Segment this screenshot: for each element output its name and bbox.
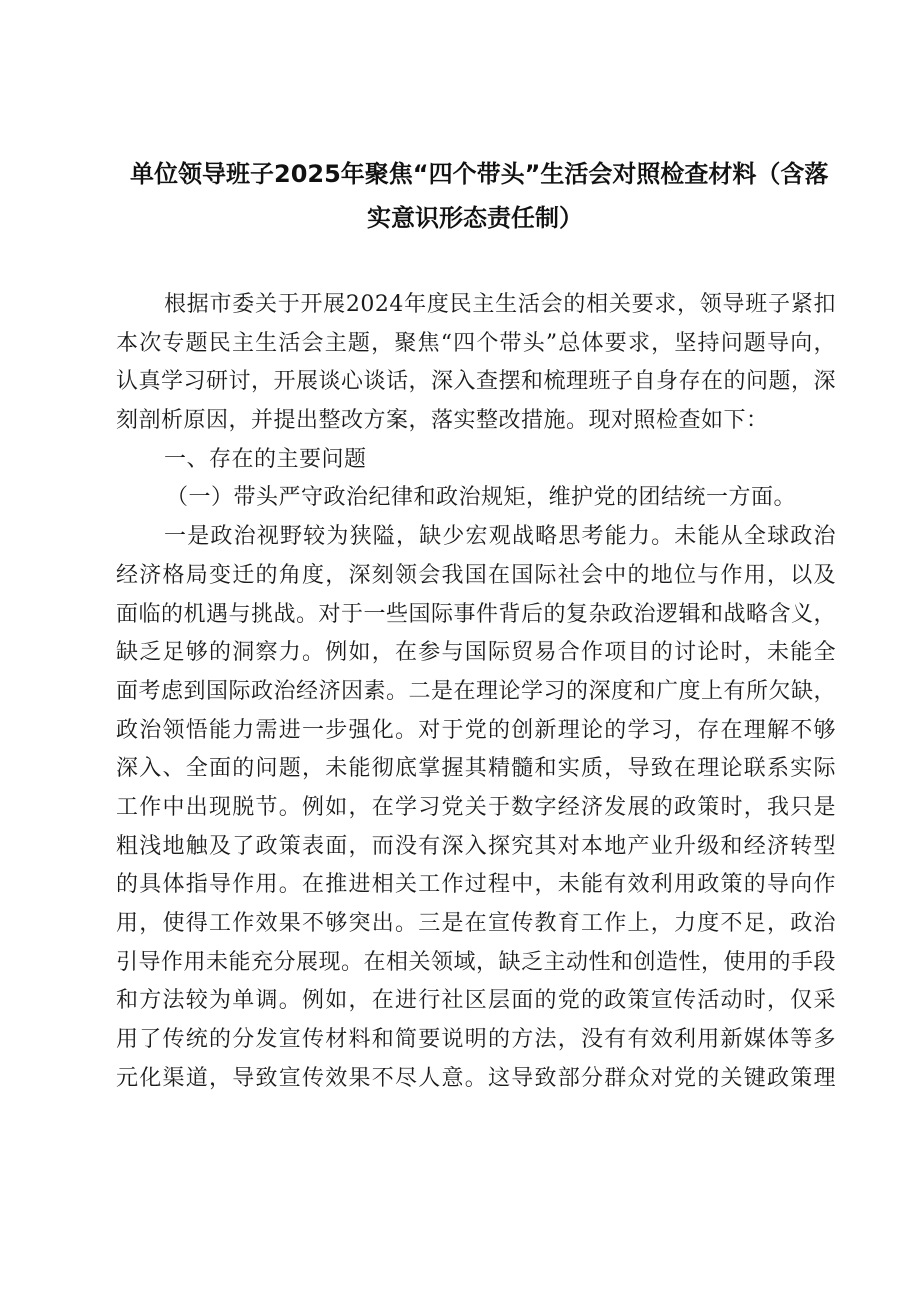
intro-paragraph	[116, 286, 836, 441]
text-line: 粗浅地触及了政策表面，而没有深入探究其对本地产业升级和经济转型	[116, 833, 836, 859]
document-body	[116, 286, 836, 1098]
subsection-heading: （一）带头严守政治纪律和政治规矩，维护党的团结统一方面。	[166, 485, 797, 511]
text-line: 和方法较为单调。例如，在进行社区层面的党的政策宣传活动时，仅采	[116, 988, 836, 1014]
title-line-2: 实意识形态责任制）	[367, 204, 583, 232]
text-line: 工作中出现脱节。例如，在学习党关于数字经济发展的政策时，我只是	[116, 794, 836, 820]
text-line: 用了传统的分发宣传材料和简要说明的方法，没有有效利用新媒体等多	[116, 1027, 836, 1053]
title-line-1: 单位领导班子2025年聚焦“四个带头”生活会对照检查材料（含落	[130, 160, 829, 188]
section-heading: 一、存在的主要问题	[164, 446, 367, 472]
text-line: 引导作用未能充分展现。在相关领域，缺乏主动性和创造性，使用的手段	[116, 949, 837, 975]
text-line: 的具体指导作用。在推进相关工作过程中，未能有效利用政策的导向作	[116, 872, 836, 898]
text-line: 根据市委关于开展2024年度民主生活会的相关要求，领导班子紧扣	[164, 292, 836, 317]
text-line: 政治领悟能力需进一步强化。对于党的创新理论的学习，存在理解不够	[116, 717, 836, 743]
text-line: 一是政治视野较为狭隘，缺少宏观战略思考能力。未能从全球政治	[164, 524, 836, 550]
text-line: 深入、全面的问题，未能彻底掌握其精髓和实质，导致在理论联系实际	[116, 756, 836, 782]
text-line: 经济格局变迁的角度，深刻领会我国在国际社会中的地位与作用，以及	[116, 562, 836, 588]
document-title	[130, 152, 829, 240]
text-line: 面考虑到国际政治经济因素。二是在理论学习的深度和广度上有所欠缺，	[116, 678, 837, 704]
text-line: 本次专题民主生活会主题，聚焦“四个带头”总体要求，坚持问题导向，	[116, 330, 836, 356]
text-line: 缺乏足够的洞察力。例如，在参与国际贸易合作项目的讨论时，未能全	[116, 640, 836, 666]
text-line: 用，使得工作效果不够突出。三是在宣传教育工作上，力度不足，政治	[116, 911, 836, 936]
problems-paragraph	[116, 518, 836, 1098]
text-line: 认真学习研讨，开展谈心谈话，深入查摆和梳理班子自身存在的问题，深	[116, 369, 837, 395]
text-line: 面临的机遇与挑战。对于一些国际事件背后的复杂政治逻辑和战略含义，	[116, 601, 837, 627]
text-line: 元化渠道，导致宣传效果不尽人意。这导致部分群众对党的关键政策理	[116, 1065, 836, 1091]
text-line: 刻剖析原因，并提出整改方案，落实整改措施。现对照检查如下：	[116, 408, 769, 434]
